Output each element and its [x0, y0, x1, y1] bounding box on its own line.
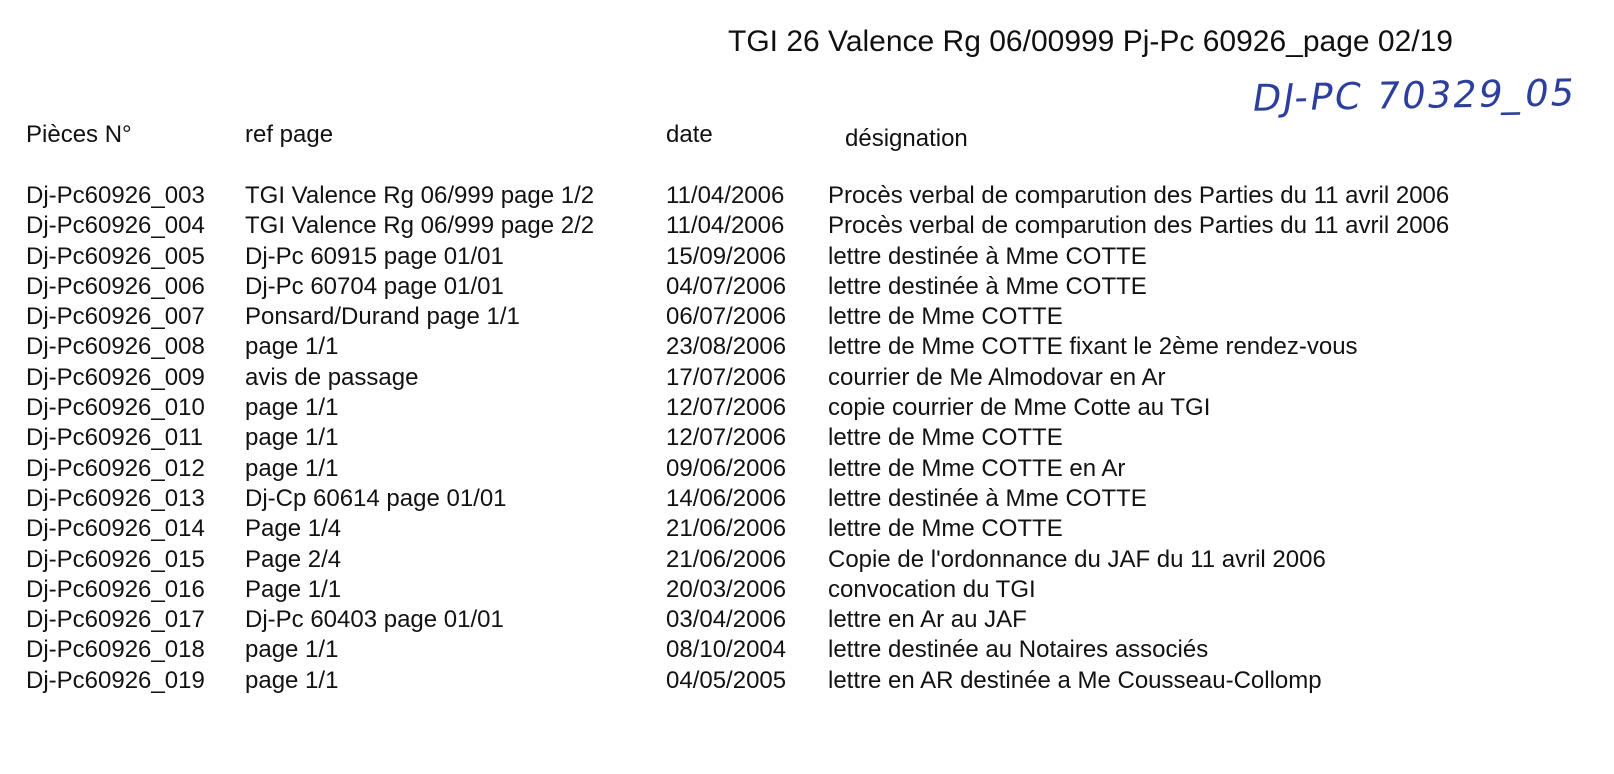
document-date: 21/06/2006: [666, 515, 787, 543]
piece-number: Dj-Pc60926_011: [26, 424, 204, 452]
document-designation: lettre en Ar au JAF: [828, 606, 1027, 634]
document-date: 06/07/2006: [666, 303, 787, 331]
document-designation: copie courrier de Mme Cotte au TGI: [828, 394, 1211, 422]
document-designation: lettre de Mme COTTE fixant le 2ème rendez-vous: [828, 333, 1358, 361]
reference-page: TGI Valence Rg 06/999 page 2/2: [245, 212, 595, 240]
document-designation: lettre destinée à Mme COTTE: [828, 484, 1147, 512]
document-date: 09/06/2006: [666, 454, 787, 482]
piece-number: Dj-Pc60926_013: [26, 484, 205, 512]
piece-number: Dj-Pc60926_017: [26, 606, 205, 634]
reference-page: Dj-Pc 60403 page 01/01: [245, 606, 504, 634]
document-designation: Procès verbal de comparution des Parties du 11 avril 2006: [828, 212, 1450, 240]
document-date: 17/07/2006: [666, 363, 787, 391]
piece-number: Dj-Pc60926_008: [26, 333, 205, 361]
column-header-reference-page: ref page: [245, 121, 334, 148]
document-designation: lettre destinée à Mme COTTE: [828, 272, 1147, 300]
table-row: [0, 605, 1614, 635]
table-row: [0, 666, 1614, 696]
reference-page: Dj-Pc 60704 page 01/01: [245, 272, 504, 300]
document-date: 14/06/2006: [666, 484, 787, 512]
reference-page: page 1/1: [245, 424, 339, 452]
document-designation: lettre en AR destinée a Me Cousseau-Collomp: [828, 666, 1322, 694]
document-designation: lettre de Mme COTTE en Ar: [828, 454, 1126, 482]
piece-number: Dj-Pc60926_014: [26, 515, 205, 543]
piece-number: Dj-Pc60926_016: [26, 575, 205, 603]
piece-number: Dj-Pc60926_018: [26, 636, 205, 664]
document-date: 11/04/2006: [666, 212, 785, 240]
table-row: [0, 272, 1614, 302]
document-header-title: TGI 26 Valence Rg 06/00999 Pj-Pc 60926_page 02/19: [728, 25, 1453, 58]
piece-number: Dj-Pc60926_006: [26, 272, 205, 300]
piece-number: Dj-Pc60926_003: [26, 182, 205, 209]
document-date: 08/10/2004: [666, 636, 787, 664]
handwritten-reference-annotation: DJ-PC 70329_05: [1249, 71, 1580, 120]
table-row: [0, 484, 1614, 514]
table-row: [0, 514, 1614, 544]
document-table: [0, 181, 1614, 696]
document-designation: lettre destinée à Mme COTTE: [828, 242, 1147, 270]
document-designation: convocation du TGI: [828, 575, 1036, 603]
column-header-designation: désignation: [845, 125, 968, 152]
document-designation: courrier de Me Almodovar en Ar: [828, 363, 1166, 391]
column-header-piece-number: Pièces N°: [26, 121, 132, 148]
document-date: 23/08/2006: [666, 333, 787, 361]
document-date: 12/07/2006: [666, 424, 787, 452]
piece-number: Dj-Pc60926_012: [26, 454, 205, 482]
document-date: 20/03/2006: [666, 575, 787, 603]
reference-page: page 1/1: [245, 454, 339, 482]
reference-page: avis de passage: [245, 363, 419, 391]
reference-page: Page 1/4: [245, 515, 342, 543]
piece-number: Dj-Pc60926_015: [26, 545, 205, 573]
table-column-headers: [0, 120, 1614, 156]
table-row: [0, 635, 1614, 665]
reference-page: Page 1/1: [245, 575, 342, 603]
reference-page: TGI Valence Rg 06/999 page 1/2: [245, 182, 595, 209]
document-date: 11/04/2006: [666, 182, 785, 209]
document-date: 21/06/2006: [666, 545, 787, 573]
table-row: [0, 332, 1614, 362]
column-header-date: date: [666, 121, 713, 148]
document-date: 04/07/2006: [666, 272, 787, 300]
reference-page: page 1/1: [245, 666, 339, 694]
reference-page: Dj-Pc 60915 page 01/01: [245, 242, 504, 270]
reference-page: Dj-Cp 60614 page 01/01: [245, 484, 507, 512]
reference-page: page 1/1: [245, 636, 339, 664]
table-row: [0, 302, 1614, 332]
piece-number: Dj-Pc60926_007: [26, 303, 205, 331]
document-date: 12/07/2006: [666, 394, 787, 422]
document-designation: lettre de Mme COTTE: [828, 515, 1063, 543]
table-row: [0, 363, 1614, 393]
document-designation: lettre destinée au Notaires associés: [828, 636, 1209, 664]
document-designation: lettre de Mme COTTE: [828, 303, 1063, 331]
reference-page: Ponsard/Durand page 1/1: [245, 303, 520, 331]
table-row: [0, 242, 1614, 272]
piece-number: Dj-Pc60926_004: [26, 212, 205, 240]
document-designation: Copie de l'ordonnance du JAF du 11 avril 2006: [828, 545, 1326, 573]
table-row: [0, 454, 1614, 484]
document-designation: lettre de Mme COTTE: [828, 424, 1063, 452]
piece-number: Dj-Pc60926_005: [26, 242, 205, 270]
piece-number: Dj-Pc60926_010: [26, 394, 205, 422]
document-date: 04/05/2005: [666, 666, 787, 694]
table-row: [0, 575, 1614, 605]
document-designation: Procès verbal de comparution des Parties du 11 avril 2006: [828, 182, 1450, 209]
table-row: [0, 545, 1614, 575]
table-row: [0, 181, 1614, 211]
table-row: [0, 393, 1614, 423]
reference-page: page 1/1: [245, 333, 339, 361]
piece-number: Dj-Pc60926_009: [26, 363, 205, 391]
reference-page: page 1/1: [245, 394, 339, 422]
reference-page: Page 2/4: [245, 545, 342, 573]
document-date: 03/04/2006: [666, 606, 787, 634]
table-row: [0, 211, 1614, 241]
piece-number: Dj-Pc60926_019: [26, 666, 205, 694]
table-row: [0, 423, 1614, 453]
document-date: 15/09/2006: [666, 242, 787, 270]
